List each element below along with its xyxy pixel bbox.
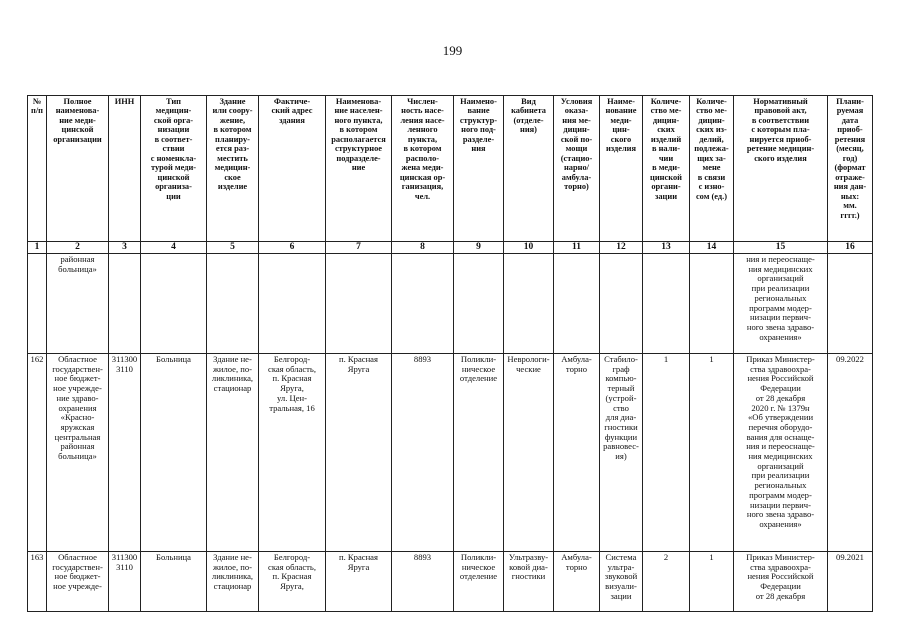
column-number-14: 14	[690, 242, 734, 254]
table-cell-col-12: Система ультра- звуковой визуали- зации	[600, 552, 643, 612]
column-header-14: Количе- ство ме- дицин- ских из- делий, подлежа- щих за- мене в связи с изно- сом (ед.)	[690, 96, 734, 242]
table-row	[28, 254, 873, 354]
table-cell-col-7: п. Красная Яруга	[326, 552, 392, 612]
table-row	[28, 354, 873, 552]
equipment-table	[27, 95, 873, 612]
table-cell-col-13	[643, 254, 690, 354]
table-cell-col-5	[207, 254, 259, 354]
table-cell-col-6: Белгород- ская область, п. Красная Яруга, ул. Цен- тральная, 16	[259, 354, 326, 552]
column-header-9: Наимено- вание структур- ного под- разделе- ния	[454, 96, 504, 242]
column-header-8: Числен- ность насе- ления насе- ленного пункта, в котором располо- жена меди- цинская ор- ганизация, чел.	[392, 96, 454, 242]
table-cell-col-7: п. Красная Яруга	[326, 354, 392, 552]
column-number-8: 8	[392, 242, 454, 254]
column-header-16: Плани- руемая дата приоб- ретения (месяц, год) (формат отраже- ния дан- ных: мм. гггг.)	[828, 96, 873, 242]
table-cell-col-15: Приказ Министер- ства здравоохра- нения Российской Федерации от 28 декабря 2020 г. № 1379н «Об утверждении перечня оборудо- вания для оснаще- ния и переоснаще- ния медицинских организаций при реализации региональных программ модер- низации первич- ного звена здраво- охранения»	[734, 354, 828, 552]
table-cell-col-1	[28, 254, 47, 354]
table-cell-col-11	[554, 254, 600, 354]
table-cell-col-3: 311300 3110	[109, 354, 141, 552]
column-number-16: 16	[828, 242, 873, 254]
table-cell-col-9: Поликли- ническое отделение	[454, 552, 504, 612]
table-cell-col-11: Амбула- торно	[554, 552, 600, 612]
table-cell-col-3: 311300 3110	[109, 552, 141, 612]
table-cell-col-2: районная больница»	[47, 254, 109, 354]
table-cell-col-10: Ультразву- ковой диа- гностики	[504, 552, 554, 612]
table-cell-col-9	[454, 254, 504, 354]
table-cell-col-14	[690, 254, 734, 354]
table-cell-col-2: Областное государствен- ное бюджет- ное учрежде-	[47, 552, 109, 612]
column-number-3: 3	[109, 242, 141, 254]
table-cell-col-14: 1	[690, 552, 734, 612]
table-cell-col-6	[259, 254, 326, 354]
table-cell-col-16	[828, 254, 873, 354]
table-cell-col-2: Областное государствен- ное бюджет- ное учрежде- ние здраво- охранения «Красно- яружская центральная районная больница»	[47, 354, 109, 552]
column-number-13: 13	[643, 242, 690, 254]
table-cell-col-4	[141, 254, 207, 354]
table-cell-col-5: Здание не- жилое, по- ликлиника, стационар	[207, 552, 259, 612]
table-cell-col-6: Белгород- ская область, п. Красная Яруга,	[259, 552, 326, 612]
table-cell-col-8	[392, 254, 454, 354]
table-cell-col-16: 09.2022	[828, 354, 873, 552]
table-cell-col-11: Амбула- торно	[554, 354, 600, 552]
column-header-6: Фактиче- ский адрес здания	[259, 96, 326, 242]
column-number-9: 9	[454, 242, 504, 254]
column-number-11: 11	[554, 242, 600, 254]
table-cell-col-4: Больница	[141, 552, 207, 612]
table-cell-col-8: 8893	[392, 552, 454, 612]
column-number-1: 1	[28, 242, 47, 254]
table-cell-col-16: 09.2021	[828, 552, 873, 612]
table-cell-col-10	[504, 254, 554, 354]
table-cell-col-5: Здание не- жилое, по- ликлиника, стационар	[207, 354, 259, 552]
table-cell-col-10: Неврологи- ческие	[504, 354, 554, 552]
column-header-10: Вид кабинета (отделе- ния)	[504, 96, 554, 242]
column-numbers-row	[28, 242, 873, 254]
column-header-12: Наиме- нование меди- цин- ского изделия	[600, 96, 643, 242]
column-header-3: ИНН	[109, 96, 141, 242]
table-cell-col-1: 163	[28, 552, 47, 612]
column-header-4: Тип медицин- ской орга- низации в соответ- ствии с номенкла- турой меди- цинской организа- ции	[141, 96, 207, 242]
table-cell-col-13: 2	[643, 552, 690, 612]
page-number: 199	[442, 43, 463, 58]
column-header-1: № п/п	[28, 96, 47, 242]
column-number-5: 5	[207, 242, 259, 254]
column-number-12: 12	[600, 242, 643, 254]
column-header-7: Наименова- ние населен- ного пункта, в котором располагается структурное подразделе- ние	[326, 96, 392, 242]
table-cell-col-1: 162	[28, 354, 47, 552]
table-cell-col-14: 1	[690, 354, 734, 552]
column-number-2: 2	[47, 242, 109, 254]
column-header-15: Нормативный правовой акт, в соответствии с которым пла- нируется приоб- ретение медицин- ского изделия	[734, 96, 828, 242]
table-cell-col-15: ния и переоснаще- ния медицинских организаций при реализации региональных программ модер- низации первич- ного звена здраво- охранения»	[734, 254, 828, 354]
table-cell-col-15: Приказ Министер- ства здравоохра- нения Российской Федерации от 28 декабря	[734, 552, 828, 612]
column-number-10: 10	[504, 242, 554, 254]
column-number-4: 4	[141, 242, 207, 254]
header-row	[28, 96, 873, 242]
table-cell-col-4: Больница	[141, 354, 207, 552]
table-cell-col-9: Поликли- ническое отделение	[454, 354, 504, 552]
table-cell-col-7	[326, 254, 392, 354]
column-header-2: Полное наименова- ние меди- цинской организации	[47, 96, 109, 242]
column-number-6: 6	[259, 242, 326, 254]
column-header-13: Количе- ство ме- дицин- ских изделий в нали- чии в меди- цинской органи- зации	[643, 96, 690, 242]
table-cell-col-8: 8893	[392, 354, 454, 552]
column-number-15: 15	[734, 242, 828, 254]
column-number-7: 7	[326, 242, 392, 254]
table-cell-col-3	[109, 254, 141, 354]
table-cell-col-13: 1	[643, 354, 690, 552]
table-row	[28, 552, 873, 612]
table-cell-col-12: Стабило- граф компью- терный (устрой- ство для диа- гностики функции равновес- ия)	[600, 354, 643, 552]
table-cell-col-12	[600, 254, 643, 354]
column-header-11: Условия оказа- ния ме- дицин- ской по- мощи (стацио- нарно/ амбула- торно)	[554, 96, 600, 242]
column-header-5: Здание или соору- жение, в котором планиру- ется раз- местить медицин- ское изделие	[207, 96, 259, 242]
